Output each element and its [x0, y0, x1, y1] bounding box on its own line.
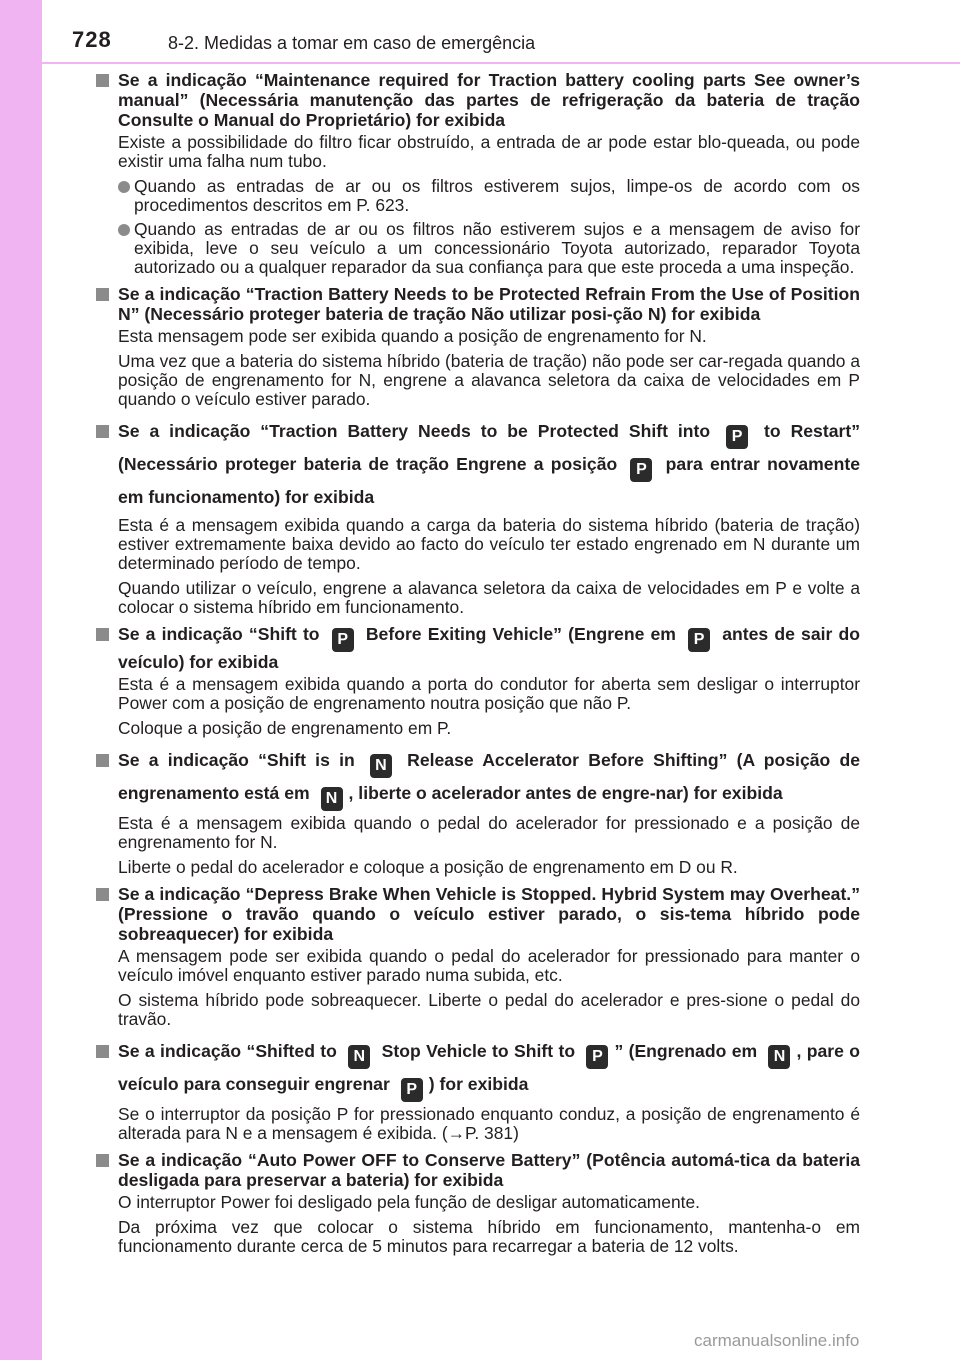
section-shifted-to-n	[96, 1036, 860, 1143]
gear-n-icon: N	[370, 754, 392, 778]
paragraph: Esta é a mensagem exibida quando a carga da bateria do sistema híbrido (bateria de tração) estiver extremamente baixa devido ao facto do veículo ter estado engrenado em N durante um determinado período de tempo.	[118, 515, 860, 573]
section-heading: Se a indicação “Traction Battery Needs to be Protected Refrain From the Use of Position N” (Necessário proteger bateria de tração Não utilizar posi-ção N) for exibida	[96, 284, 860, 324]
chapter-margin-bar	[0, 0, 42, 1360]
gear-p-icon: P	[401, 1078, 423, 1102]
gear-p-icon: P	[726, 425, 748, 449]
list-item: Quando as entradas de ar ou os filtros não estiverem sujos e a mensagem de aviso for exibida, leve o seu veículo a um concessionário Toyota autorizado, reparador Toyota autorizado ou a qualquer reparador da sua confiança para que este proceda a uma inspeção.	[96, 220, 860, 277]
gear-p-icon: P	[586, 1045, 608, 1069]
paragraph: Coloque a posição de engrenamento em P.	[118, 718, 452, 738]
square-bullet-icon	[96, 888, 109, 901]
circle-bullet-icon	[118, 224, 130, 236]
paragraph: A mensagem pode ser exibida quando o pedal do acelerador for pressionado para manter o veículo imóvel enquanto estiver parado numa subida, etc.	[118, 946, 860, 985]
page-content	[96, 70, 860, 1263]
watermark: carmanualsonline.info	[694, 1331, 860, 1350]
section-heading: Se a indicação “Depress Brake When Vehicle is Stopped. Hybrid System may Overheat.” (Pressione o travão quando o veículo estiver parado, o sis-tema híbrido pode sobreaquecer) for exibida	[96, 884, 860, 944]
paragraph: Existe a possibilidade do filtro ficar obstruído, a entrada de ar pode estar blo-queada, ou pode existir uma falha num tubo.	[118, 132, 860, 171]
paragraph: Uma vez que a bateria do sistema híbrido (bateria de tração) não pode ser car-regada quando a posição de engrenamento for N, engrene a alavanca seletora da caixa de velocidades em P quando o veículo estiver parado.	[118, 351, 860, 409]
section-shift-to-restart	[96, 416, 860, 617]
gear-p-icon: P	[332, 628, 354, 652]
paragraph: Liberte o pedal do acelerador e coloque a posição de engrenamento em D ou R.	[118, 857, 738, 877]
paragraph: O sistema híbrido pode sobreaquecer. Liberte o pedal do acelerador e pres-sione o pedal do travão.	[118, 990, 860, 1029]
gear-n-icon: N	[348, 1045, 370, 1069]
section-heading: Se a indicação “Shift is in N Release Accelerator Before Shifting” (A posição de engrenamento está em N , liberte o acelerador antes de engre-nar) for exibida	[96, 745, 860, 811]
section-shift-before-exiting	[96, 624, 860, 738]
chapter-title: 8-2. Medidas a tomar em caso de emergência	[168, 33, 536, 53]
gear-p-icon: P	[688, 628, 710, 652]
gear-n-icon: N	[768, 1045, 790, 1069]
section-heading: Se a indicação “Shifted to N Stop Vehicle to Shift to P ” (Engrenado em N , pare o veículo para conseguir engrenar P ) for exibida	[96, 1036, 860, 1102]
paragraph: Se o interruptor da posição P for pressionado enquanto conduz, a posição de engrenamento é alterada para N e a mensagem é exibida. (→P. 381)	[118, 1104, 860, 1143]
section-refrain-position-n	[96, 284, 860, 409]
page-header	[42, 0, 960, 64]
square-bullet-icon	[96, 1154, 109, 1167]
square-bullet-icon	[96, 754, 109, 767]
section-cooling-parts	[96, 70, 860, 277]
section-heading: Se a indicação “Auto Power OFF to Conserve Battery” (Potência automá-tica da bateria desligada para preservar a bateria) for exibida	[96, 1150, 860, 1190]
section-release-accelerator	[96, 745, 860, 877]
paragraph: Quando utilizar o veículo, engrene a alavanca seletora da caixa de velocidades em P e volte a colocar o sistema híbrido em funcionamento.	[118, 578, 860, 617]
circle-bullet-icon	[118, 181, 130, 193]
paragraph: Esta é a mensagem exibida quando o pedal do acelerador for pressionado e a posição de engrenamento for N.	[118, 813, 860, 852]
square-bullet-icon	[96, 74, 109, 87]
header-divider	[42, 62, 960, 64]
gear-n-icon: N	[321, 787, 343, 811]
section-heading: Se a indicação “Maintenance required for Traction battery cooling parts See owner’s manual” (Necessária manutenção das partes de refrigeração da bateria de tração Consulte o Manual do Proprietário) for exibida	[96, 70, 860, 130]
section-depress-brake	[96, 884, 860, 1029]
square-bullet-icon	[96, 1045, 109, 1058]
section-auto-power-off	[96, 1150, 860, 1256]
paragraph: Esta é a mensagem exibida quando a porta do condutor for aberta sem desligar o interruptor Power com a posição de engrenamento noutra posição que não P.	[118, 674, 860, 713]
page-number: 728	[72, 27, 112, 52]
square-bullet-icon	[96, 425, 109, 438]
paragraph: Da próxima vez que colocar o sistema híbrido em funcionamento, mantenha-o em funcionamento durante cerca de 5 minutos para recarregar a bateria de 12 volts.	[118, 1217, 860, 1256]
paragraph: O interruptor Power foi desligado pela função de desligar automaticamente.	[118, 1192, 700, 1212]
gear-p-icon: P	[630, 458, 652, 482]
paragraph: Esta mensagem pode ser exibida quando a posição de engrenamento for N.	[118, 326, 707, 346]
square-bullet-icon	[96, 628, 109, 641]
section-heading: Se a indicação “Shift to P Before Exiting Vehicle” (Engrene em P antes de sair do veículo) for exibida	[96, 624, 860, 672]
list-item: Quando as entradas de ar ou os filtros estiverem sujos, limpe-os de acordo com os procedimentos descritos em P. 623.	[96, 177, 860, 215]
section-heading: Se a indicação “Traction Battery Needs to be Protected Shift into P to Restart” (Necessário proteger bateria de tração Engrene a posição P para entrar novamente em funcionamento) for exibida	[96, 416, 860, 513]
square-bullet-icon	[96, 288, 109, 301]
